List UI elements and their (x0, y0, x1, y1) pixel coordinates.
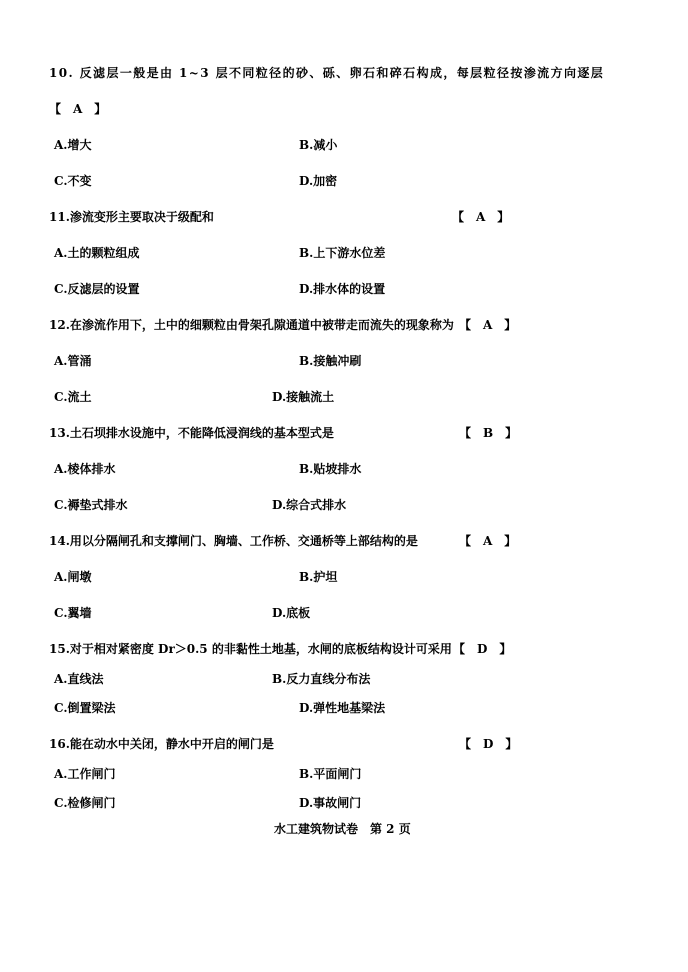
question-11-option-b: B.上下游水位差 (299, 246, 386, 260)
question-10-stem: 10. 反滤层一般是由 1~3 层不同粒径的砂、砾、卵石和碎石构成，每层粒径按渗流方向逐层 (49, 66, 605, 80)
question-14-option-d: D.底板 (272, 606, 311, 620)
question-14-stem: 14.用以分隔闸孔和支撑闸门、胸墙、工作桥、交通桥等上部结构的是 (49, 534, 418, 548)
question-15-stem: 15.对于相对紧密度 Dr＞0.5 的非黏性土地基，水闸的底板结构设计可采用 (49, 642, 452, 656)
question-10-answer: 【 A 】 (49, 102, 107, 116)
question-15-option-c: C.倒置梁法 (54, 701, 116, 715)
question-14-answer: 【 A 】 (459, 534, 517, 548)
question-16-option-d: D.事故闸门 (299, 796, 362, 810)
question-16-answer: 【 D 】 (459, 737, 518, 751)
question-14-option-a: A.闸墩 (54, 570, 92, 584)
question-10-option-d: D.加密 (299, 174, 338, 188)
question-10-option-c: C.不变 (54, 174, 92, 188)
question-11-answer: 【 A 】 (452, 210, 510, 224)
question-12-option-b: B.接触冲刷 (299, 354, 362, 368)
question-16-stem: 16.能在动水中关闭，静水中开启的闸门是 (49, 737, 274, 751)
question-12-option-d: D.接触流土 (272, 390, 335, 404)
question-11-option-d: D.排水体的设置 (299, 282, 386, 296)
question-13-stem: 13.土石坝排水设施中，不能降低浸润线的基本型式是 (49, 426, 334, 440)
question-11-stem: 11.渗流变形主要取决于级配和 (49, 210, 214, 224)
question-14-option-b: B.护坦 (299, 570, 338, 584)
question-10-option-a: A.增大 (54, 138, 92, 152)
question-14-option-c: C.翼墙 (54, 606, 92, 620)
question-10-option-b: B.减小 (299, 138, 338, 152)
question-15-answer: 【 D 】 (453, 642, 512, 656)
question-16-option-c: C.检修闸门 (54, 796, 116, 810)
question-15-option-b: B.反力直线分布法 (272, 672, 371, 686)
question-12-stem: 12.在渗流作用下，土中的细颗粒由骨架孔隙通道中被带走而流失的现象称为 (49, 318, 454, 332)
question-15-option-d: D.弹性地基梁法 (299, 701, 386, 715)
question-13-option-b: B.贴坡排水 (299, 462, 362, 476)
question-16-option-a: A.工作闸门 (54, 767, 116, 781)
question-12-option-a: A.管涌 (54, 354, 92, 368)
question-13-option-d: D.综合式排水 (272, 498, 347, 512)
question-12-option-c: C.流土 (54, 390, 92, 404)
question-13-answer: 【 B 】 (459, 426, 518, 440)
question-11-option-c: C.反滤层的设置 (54, 282, 140, 296)
question-12-answer: 【 A 】 (459, 318, 517, 332)
question-13-option-a: A.棱体排水 (54, 462, 116, 476)
question-11-option-a: A.土的颗粒组成 (54, 246, 140, 260)
question-13-option-c: C.褥垫式排水 (54, 498, 128, 512)
question-15-option-a: A.直线法 (54, 672, 104, 686)
page-footer: 水工建筑物试卷 第 2 页 (274, 822, 411, 836)
question-16-option-b: B.平面闸门 (299, 767, 362, 781)
